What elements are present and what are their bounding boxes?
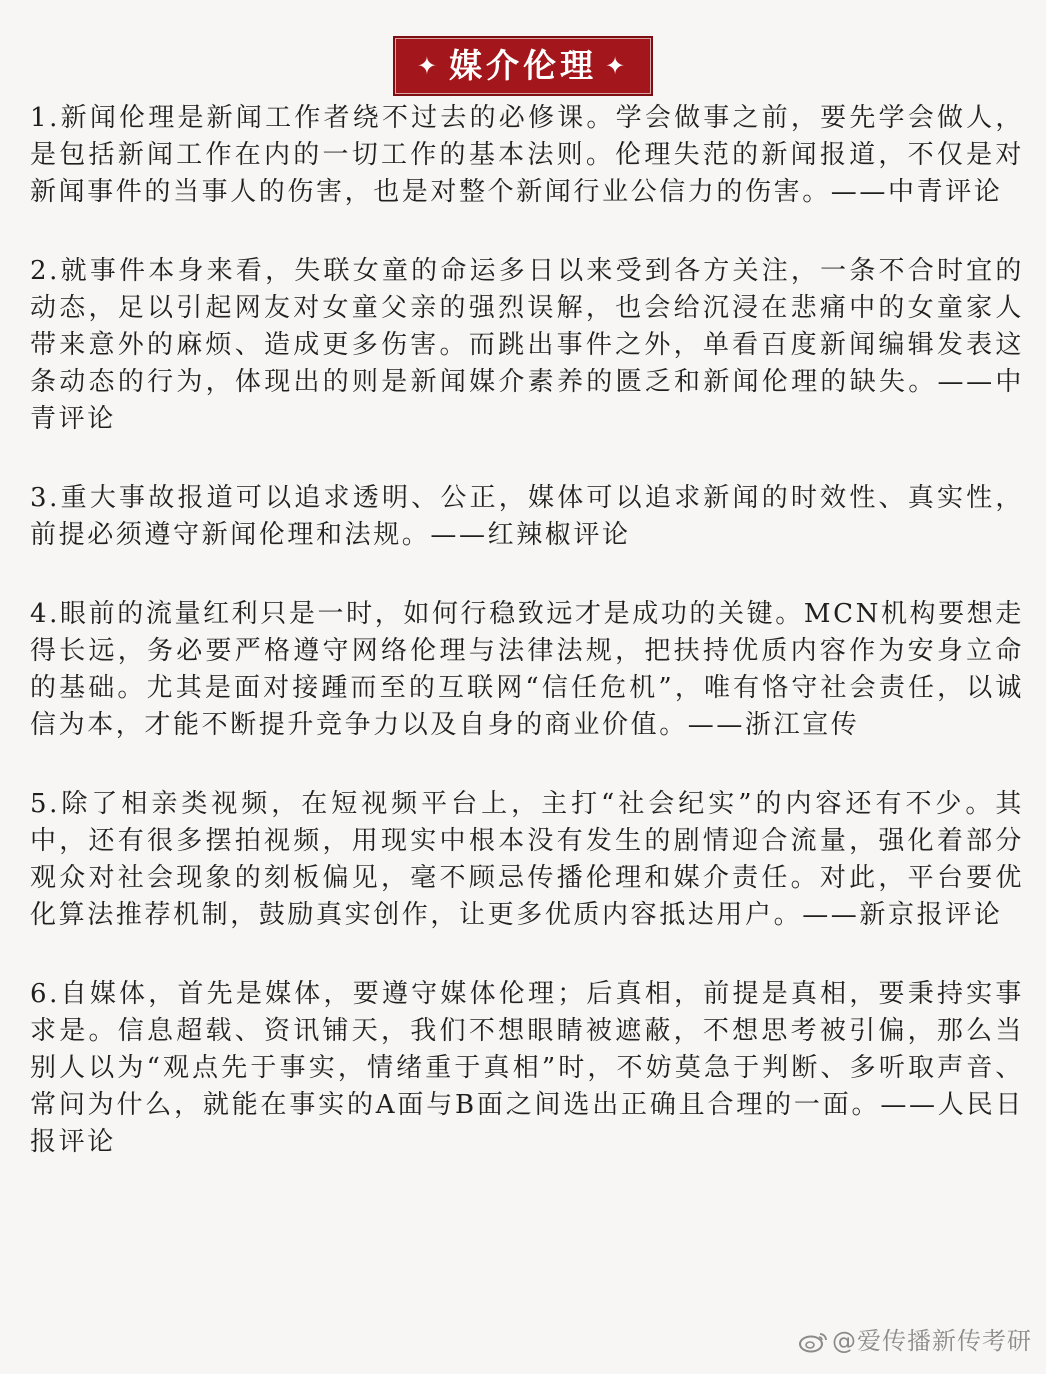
watermark-text: @爱传播新传考研 (832, 1327, 1032, 1355)
paragraph-6: 6.自媒体，首先是媒体，要遵守媒体伦理；后真相，前提是真相，要秉持实事求是。信息超载、资讯铺天，我们不想眼睛被遮蔽，不想思考被引偏，那么当别人以为“观点先于事实，情绪重于真相”时，不妨莫急于判断、多听取声音、常问为什么，就能在事实的A面与B面之间选出正确且合理的一面。——人民日报评论 (30, 979, 1024, 1157)
page-title: 媒介伦理 (449, 46, 597, 85)
paragraph-5: 5.除了相亲类视频，在短视频平台上，主打“社会纪实”的内容还有不少。其中，还有很多摆拍视频，用现实中根本没有发生的剧情迎合流量，强化着部分观众对社会现象的刻板偏见，毫不顾忌传播伦理和媒介责任。对此，平台要优化算法推荐机制，鼓励真实创作，让更多优质内容抵达用户。——新京报评论 (30, 789, 1024, 930)
page-title-badge (393, 36, 653, 96)
article-body (30, 100, 1024, 1203)
sparkle-icon-right: ✦ (605, 52, 630, 80)
weibo-icon (798, 1331, 828, 1353)
title-area (0, 36, 1046, 96)
watermark (798, 1321, 1032, 1356)
paragraph-1: 1.新闻伦理是新闻工作者绕不过去的必修课。学会做事之前，要先学会做人，是包括新闻工作在内的一切工作的基本法则。伦理失范的新闻报道，不仅是对新闻事件的当事人的伤害，也是对整个新闻行业公信力的伤害。——中青评论 (30, 103, 1024, 207)
paragraph-2: 2.就事件本身来看，失联女童的命运多日以来受到各方关注，一条不合时宜的动态，足以引起网友对女童父亲的强烈误解，也会给沉浸在悲痛中的女童家人带来意外的麻烦、造成更多伤害。而跳出事件之外，单看百度新闻编辑发表这条动态的行为，体现出的则是新闻媒介素养的匮乏和新闻伦理的缺失。——中青评论 (30, 256, 1024, 434)
paragraph-4: 4.眼前的流量红利只是一时，如何行稳致远才是成功的关键。MCN机构要想走得长远，务必要严格遵守网络伦理与法律法规，把扶持优质内容作为安身立命的基础。尤其是面对接踵而至的互联网“信任危机”，唯有恪守社会责任，以诚信为本，才能不断提升竞争力以及自身的商业价值。——浙江宣传 (30, 599, 1024, 740)
sparkle-icon-left: ✦ (416, 52, 441, 80)
paragraph-3: 3.重大事故报道可以追求透明、公正，媒体可以追求新闻的时效性、真实性，前提必须遵守新闻伦理和法规。——红辣椒评论 (30, 483, 1024, 550)
